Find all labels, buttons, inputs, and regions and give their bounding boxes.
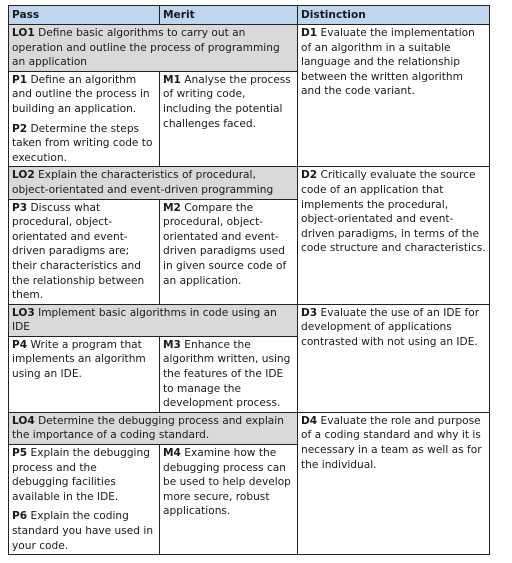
lo3-row	[9, 304, 490, 336]
criterion-p6	[12, 509, 156, 553]
lo4-text: Determine the debugging process and explain the importance of a coding standard.	[12, 414, 284, 442]
criterion-code: M2	[163, 201, 181, 214]
criterion-d1	[301, 26, 486, 99]
criterion-d2	[301, 168, 486, 256]
criterion-m1	[163, 73, 294, 131]
criterion-p4	[12, 338, 156, 382]
criterion-code: P5	[12, 447, 28, 460]
criterion-text: Explain the coding standard you have used in your code.	[12, 510, 154, 552]
lo3-text: Implement basic algorithms in code using an IDE	[12, 306, 277, 334]
lo1-row	[9, 25, 490, 72]
criterion-p3	[12, 201, 156, 303]
criterion-code: P6	[12, 510, 28, 523]
criterion-code: D2	[301, 169, 318, 182]
criterion-text: Write a program that implements an algorithm using an IDE.	[12, 338, 146, 381]
lo1-cell	[9, 25, 298, 72]
criterion-m3	[163, 338, 294, 411]
lo2-merit-cell	[160, 199, 298, 304]
lo2-cell	[9, 167, 298, 199]
criterion-code: D1	[301, 27, 318, 39]
lo3-code: LO3	[12, 306, 35, 319]
lo1-pass-cell	[9, 71, 160, 167]
criterion-p2	[12, 122, 156, 166]
criterion-d3	[301, 306, 486, 350]
criterion-text: Analyse the process of writing code, including the potential challenges faced.	[163, 73, 291, 130]
criterion-text: Evaluate the implementation of an algorithm in a suitable language and the relationship between the written algorithm and the code variant.	[301, 27, 475, 98]
criterion-text: Compare the procedural, object-orientated and event-driven paradigms used in given source code of an application.	[163, 201, 287, 287]
lo3-pass-cell	[9, 336, 160, 412]
lo3-distinction-cell	[298, 304, 490, 412]
lo1-distinction-cell	[298, 25, 490, 167]
criterion-d4	[301, 414, 486, 472]
lo4-pass-cell	[9, 445, 160, 555]
lo4-code: LO4	[12, 414, 35, 427]
lo1-code: LO1	[12, 27, 35, 39]
criterion-m2	[163, 201, 294, 289]
criterion-code: M4	[163, 447, 181, 460]
lo4-merit-cell	[160, 445, 298, 555]
lo2-distinction-cell	[298, 167, 490, 304]
criterion-text: Discuss what procedural, object-orientated and event-driven paradigms are; their characteristics and the relationship between them.	[12, 201, 145, 302]
lo3-merit-cell	[160, 336, 298, 412]
criterion-code: P4	[12, 338, 28, 351]
header-pass: Pass	[9, 6, 160, 25]
lo4-row	[9, 412, 490, 444]
criterion-code: D3	[301, 306, 318, 319]
criterion-code: P1	[12, 73, 28, 86]
lo2-row	[9, 167, 490, 199]
lo2-code: LO2	[12, 169, 35, 182]
header-distinction: Distinction	[298, 6, 490, 25]
criterion-code: D4	[301, 414, 318, 427]
criterion-text: Determine the steps taken from writing code to execution.	[12, 122, 153, 164]
lo2-text: Explain the characteristics of procedural, object-orientated and event-driven programming	[12, 169, 274, 196]
lo4-cell	[9, 412, 298, 444]
criterion-text: Define an algorithm and outline the process in building an application.	[12, 73, 150, 115]
criterion-code: M1	[163, 73, 181, 86]
lo1-merit-cell	[160, 71, 298, 167]
criterion-m4	[163, 446, 294, 519]
criterion-code: P3	[12, 201, 28, 214]
criterion-text: Critically evaluate the source code of an application that implements the procedural, object-orientated and event-driven paradigms, in terms of the code structure and characteristics.	[301, 169, 486, 255]
criterion-p5	[12, 446, 156, 504]
criterion-text: Examine how the debugging process can be used to help develop more secure, robust applications.	[163, 447, 291, 518]
lo2-pass-cell	[9, 199, 160, 304]
header-row	[9, 6, 490, 25]
criterion-text: Enhance the algorithm written, using the features of the IDE to manage the development process.	[163, 338, 291, 410]
criterion-text: Explain the debugging process and the debugging facilities available in the IDE.	[12, 447, 150, 503]
criterion-code: P2	[12, 122, 28, 135]
lo4-distinction-cell	[298, 412, 490, 554]
lo3-cell	[9, 304, 298, 336]
lo1-text: Define basic algorithms to carry out an operation and outline the process of programming an application	[12, 27, 280, 69]
criterion-p1	[12, 73, 156, 117]
criterion-text: Evaluate the use of an IDE for development of applications contrasted with not using an IDE.	[301, 306, 480, 348]
criterion-code: M3	[163, 338, 181, 351]
header-merit: Merit	[160, 6, 298, 25]
criterion-text: Evaluate the role and purpose of a coding standard and why it is necessary in a team as well as for the individual.	[301, 414, 482, 471]
grading-criteria-table	[8, 5, 490, 555]
